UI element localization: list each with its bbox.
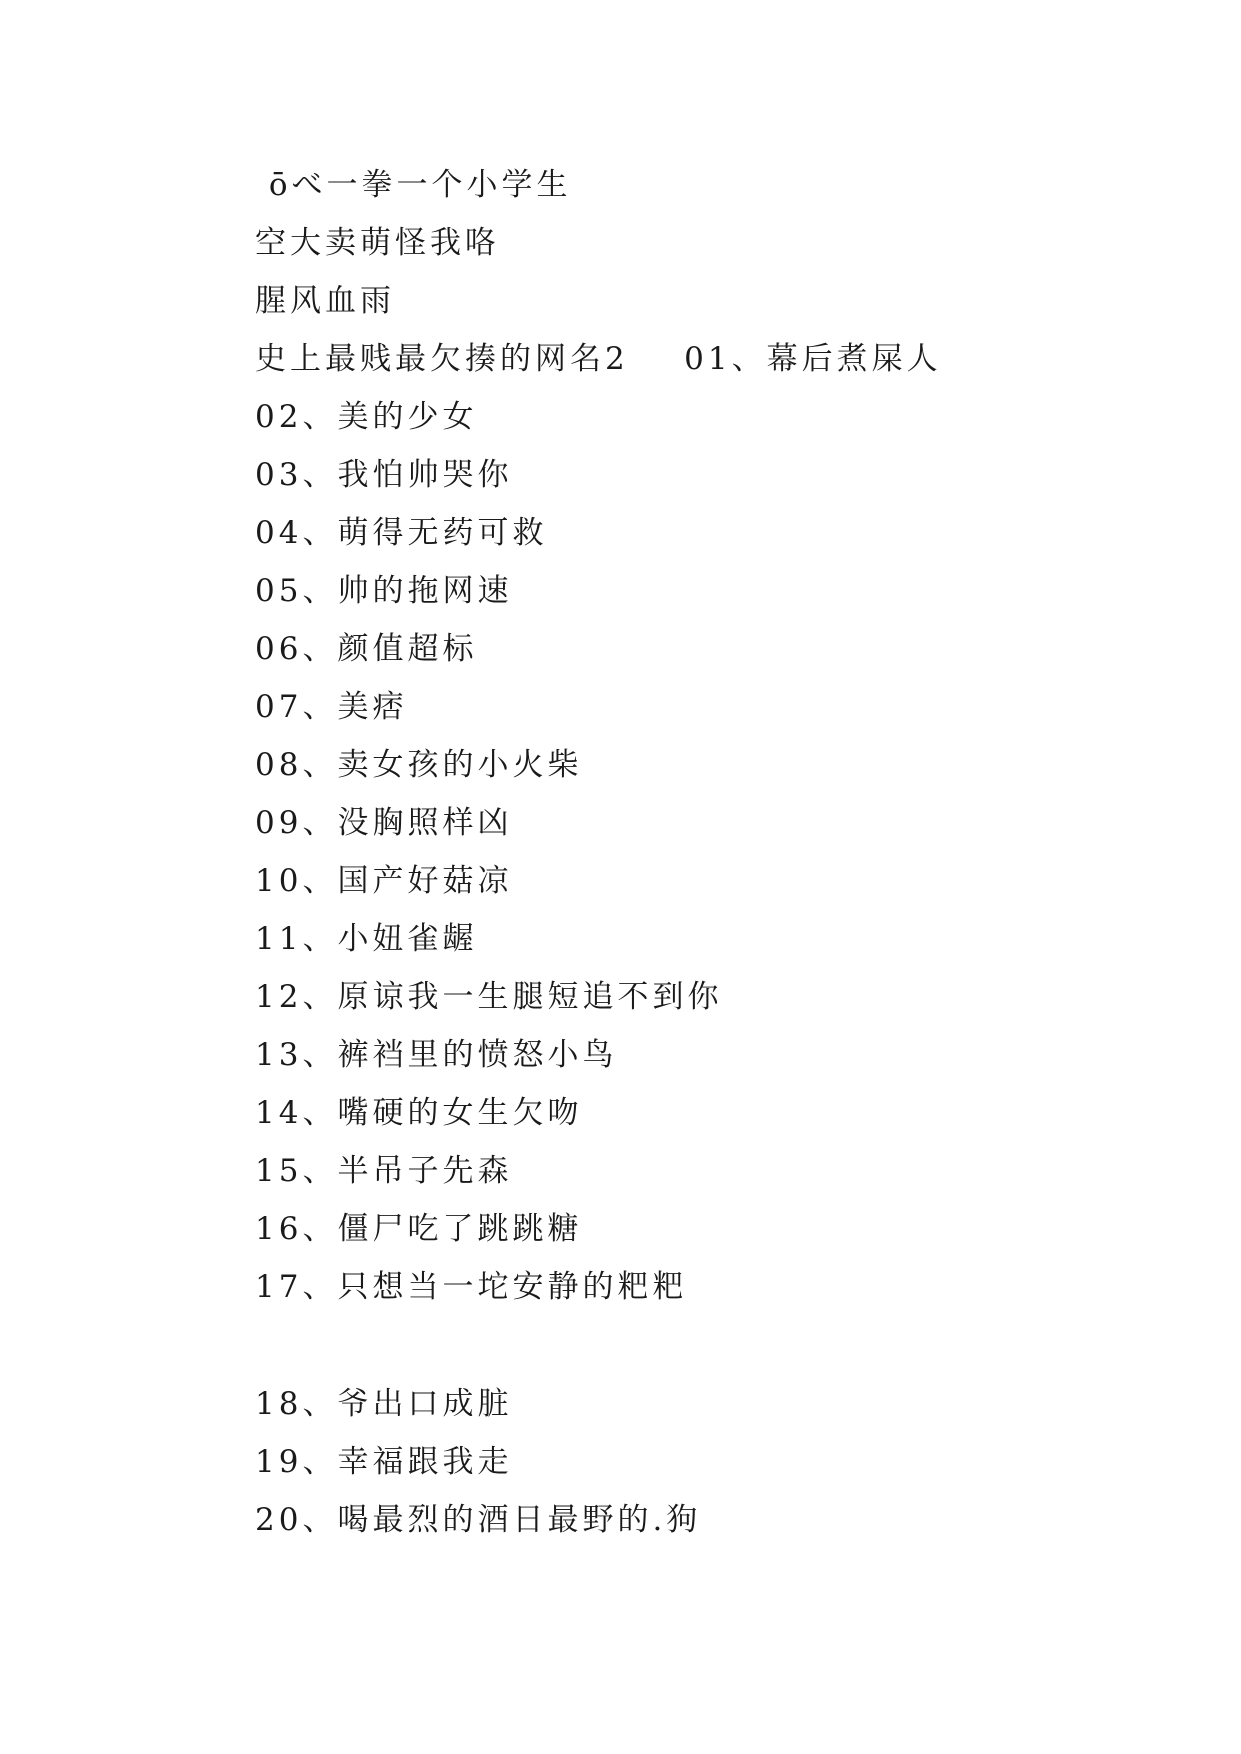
text-line: 02、美的少女 [255,399,478,435]
text-line: 18、爷出口成脏 [255,1386,513,1422]
text-line: 12、原谅我一生腿短追不到你 [255,979,723,1015]
text-line: 15、半吊子先森 [255,1153,513,1189]
text-line: 16、僵尸吃了跳跳糖 [255,1211,583,1247]
text-line: 10、国产好菇凉 [255,863,513,899]
text-line: 09、没胸照样凶 [255,805,513,841]
text-line: 腥风血雨 [255,283,395,319]
text-line: 史上最贱最欠揍的网名2 01、幕后煮屎人 [255,341,942,377]
text-line: 05、帅的拖网速 [255,573,513,609]
text-line: 04、萌得无药可救 [255,515,548,551]
text-body [255,162,1155,1555]
text-line: 06、颜值超标 [255,631,478,667]
text-line: 19、幸福跟我走 [255,1444,513,1480]
text-line: 13、裤裆里的愤怒小鸟 [255,1037,618,1073]
text-line: 17、只想当一坨安静的粑粑 [255,1269,688,1305]
text-line: 20、喝最烈的酒日最野的.狗 [255,1502,702,1538]
text-line: ōべ一拳一个小学生 [255,167,572,203]
text-line: 08、卖女孩的小火柴 [255,747,583,783]
paragraph-gap [255,1322,1155,1381]
text-line: 11、小妞雀龌 [255,921,478,957]
text-line: 07、美痞 [255,689,408,725]
text-line: 空大卖萌怪我咯 [255,225,500,261]
text-line: 03、我怕帅哭你 [255,457,513,493]
text-line: 14、嘴硬的女生欠吻 [255,1095,583,1131]
